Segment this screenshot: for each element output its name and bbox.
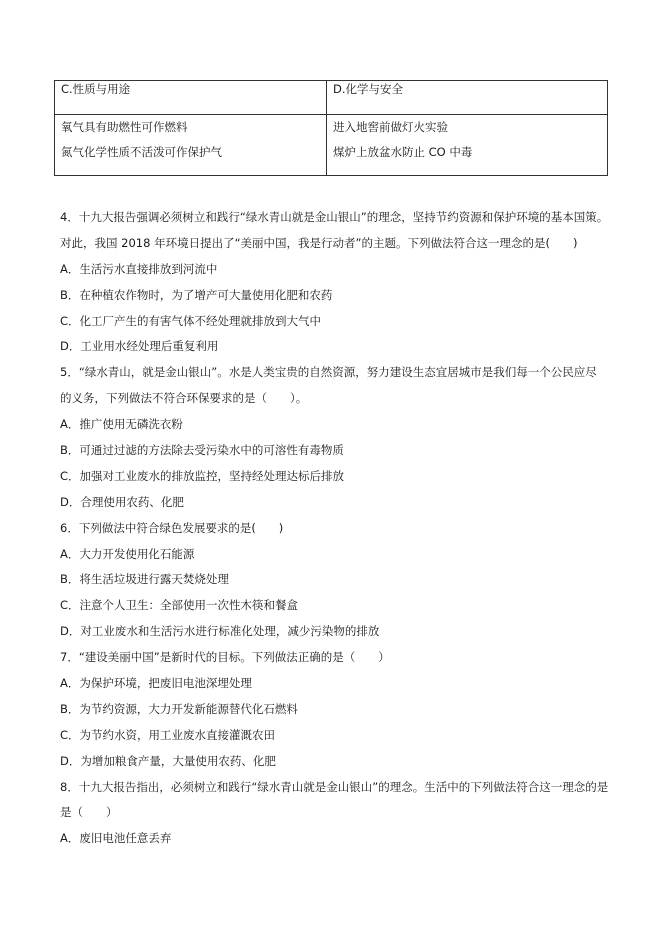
table-header-left: C.性质与用途 (55, 81, 327, 115)
table-body-row (55, 115, 608, 176)
table-cell-line: 氮气化学性质不活泼可作保护气 (61, 145, 222, 159)
question-4-line-1: 4．十九大报告强调必须树立和践行“绿水青山就是金山银山”的理念，坚持节约资源和保护环境的基本国策。 (60, 210, 609, 224)
question-6-option-c: C．注意个人卫生：全部使用一次性木筷和餐盒 (60, 598, 299, 613)
question-4-option-d: D．工业用水经处理后重复利用 (60, 339, 219, 354)
question-4-line-2: 对此，我国 2018 年环境日提出了“美丽中国，我是行动者”的主题。下列做法符合这一理念的是( ) (60, 235, 578, 250)
question-4-option-b: B．在种植农作物时，为了增产可大量使用化肥和农药 (60, 287, 333, 302)
question-5-option-a: A．推广使用无磷洗衣粉 (60, 417, 183, 432)
question-5-option-d: D．合理使用农药、化肥 (60, 494, 184, 509)
table-header-row (55, 81, 608, 115)
question-7-option-d: D．为增加粮食产量，大量使用农药、化肥 (60, 753, 276, 768)
question-8-option-a: A．废旧电池任意丢弃 (60, 831, 172, 846)
table-cell-left (55, 115, 327, 176)
question-7-option-a: A．为保护环境，把废旧电池深埋处理 (60, 676, 252, 691)
table-cell-line: 进入地窖前做灯火实验 (333, 120, 448, 134)
question-4-option-c: C．化工厂产生的有害气体不经处理就排放到大气中 (60, 313, 322, 328)
question-6-option-a: A．大力开发使用化石能源 (60, 546, 195, 561)
question-6-option-b: B．将生活垃圾进行露天焚烧处理 (60, 572, 229, 587)
table-header-right: D.化学与安全 (327, 81, 608, 115)
question-5-option-c: C．加强对工业废水的排放监控，坚持经处理达标后排放 (60, 468, 345, 483)
options-table (54, 80, 608, 176)
table-cell-line: 氧气具有助燃性可作燃料 (61, 120, 188, 134)
question-8-line-1: 8．十九大报告指出，必须树立和践行“绿水青山就是金山银山”的理念。生活中的下列做法符合这一理念的是 (60, 779, 609, 794)
question-7-option-b: B．为节约资源，大力开发新能源替代化石燃料 (60, 701, 298, 716)
question-5-line-1: 5．“绿水青山，就是金山银山”。水是人类宝贵的自然资源，努力建设生态宜居城市是我们每一个公民应尽 (60, 365, 597, 380)
question-7-option-c: C．为节约水资，用工业废水直接灌溉农田 (60, 727, 276, 742)
question-5-option-b: B．可通过过滤的方法除去受污染水中的可溶性有毒物质 (60, 443, 344, 458)
table-cell-line: 煤炉上放盆水防止 CO 中毒 (333, 145, 473, 159)
question-4-option-a: A．生活污水直接排放到河流中 (60, 261, 218, 276)
question-6-line-1: 6．下列做法中符合绿色发展要求的是( ) (60, 520, 284, 535)
question-lines (60, 205, 610, 852)
table-cell-right (327, 115, 608, 176)
question-8-line-2: 是（ ） (60, 805, 118, 820)
question-5-line-2: 的义务，下列做法不符合环保要求的是（ ）。 (60, 391, 308, 406)
question-6-option-d: D．对工业废水和生活污水进行标准化处理，减少污染物的排放 (60, 624, 380, 639)
question-7-line-1: 7．“建设美丽中国”是新时代的目标。下列做法正确的是（ ） (60, 650, 390, 665)
